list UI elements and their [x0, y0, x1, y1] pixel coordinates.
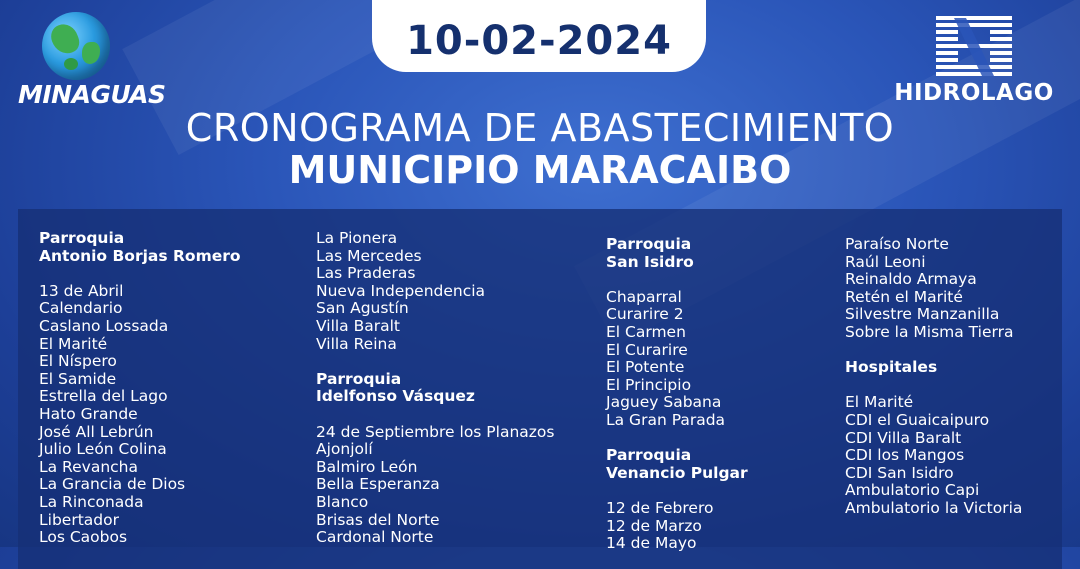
list-item: 13 de Abril: [39, 281, 124, 300]
schedule-date: 10-02-2024: [406, 18, 672, 64]
list-item: Villa Baralt: [316, 316, 400, 335]
list-item: 12 de Marzo: [606, 516, 702, 535]
list-item: Sobre la Misma Tierra: [845, 322, 1014, 341]
section-heading: Hospitales: [845, 358, 938, 377]
section-heading: San Isidro: [606, 252, 694, 271]
globe-icon: [42, 12, 110, 80]
list-item: El Níspero: [39, 352, 117, 371]
spacer: [606, 271, 748, 289]
list-item: La Grancia de Dios: [39, 475, 186, 494]
list-item: Paraíso Norte: [845, 235, 949, 253]
spacer: [845, 377, 1022, 395]
minaguas-logo-text: MINAGUAS: [18, 80, 166, 109]
section-heading: Parroquia: [606, 235, 692, 253]
list-item: CDI el Guaicaipuro: [845, 410, 990, 429]
spacer: [845, 342, 1022, 360]
list-item: La Rinconada: [39, 492, 144, 511]
spacer: [606, 482, 748, 500]
list-item: Raúl Leoni: [845, 252, 926, 271]
list-item: Hato Grande: [39, 404, 138, 423]
section-heading: Parroquia: [316, 369, 402, 388]
section-heading: Idelfonso Vásquez: [316, 387, 475, 406]
list-item: Brisas del Norte: [316, 510, 440, 529]
list-item: El Carmen: [606, 322, 686, 341]
list-item: El Principio: [606, 375, 692, 394]
list-item: Chaparral: [606, 287, 682, 306]
list-item: 14 de Mayo: [606, 534, 697, 553]
hidrolago-logo-text: HIDROLAGO: [894, 80, 1054, 106]
list-item: Villa Reina: [316, 334, 397, 353]
list-item: El Curarire: [606, 340, 688, 359]
schedule-column-2: [316, 230, 554, 547]
list-item: San Agustín: [316, 299, 409, 318]
list-item: Balmiro León: [316, 457, 418, 476]
spacer: [39, 265, 241, 283]
section-heading: Venancio Pulgar: [606, 463, 748, 482]
spacer: [316, 406, 554, 424]
hidrolago-logo: [884, 16, 1064, 106]
section-heading: Parroquia: [39, 229, 125, 247]
list-item: El Marité: [39, 334, 108, 353]
list-item: La Revancha: [39, 457, 139, 476]
schedule-column-4: [845, 236, 1022, 518]
hidrolago-h-icon: [936, 16, 1012, 78]
list-item: Calendario: [39, 299, 123, 318]
list-item: Ambulatorio la Victoria: [845, 498, 1023, 517]
list-item: Jaguey Sabana: [606, 393, 722, 412]
list-item: Nueva Independencia: [316, 281, 486, 300]
schedule-column-1: [39, 230, 241, 547]
section-heading: Antonio Borjas Romero: [39, 246, 241, 265]
list-item: Retén el Marité: [845, 287, 963, 306]
list-item: Blanco: [316, 492, 369, 511]
list-item: La Pionera: [316, 229, 398, 247]
list-item: Curarire 2: [606, 305, 684, 324]
schedule-column-3: [606, 236, 748, 553]
list-item: Las Mercedes: [316, 246, 422, 265]
list-item: Libertador: [39, 510, 119, 529]
list-item: Ambulatorio Capi: [845, 481, 980, 500]
page-title: CRONOGRAMA DE ABASTECIMIENTO: [185, 106, 895, 150]
list-item: Los Caobos: [39, 528, 128, 547]
list-item: Estrella del Lago: [39, 387, 168, 406]
spacer: [316, 353, 554, 371]
list-item: CDI San Isidro: [845, 463, 954, 482]
minaguas-logo: [18, 12, 166, 112]
list-item: Caslano Lossada: [39, 316, 169, 335]
list-item: José All Lebrún: [39, 422, 154, 441]
list-item: El Potente: [606, 358, 685, 377]
list-item: El Samide: [39, 369, 117, 388]
list-item: Cardonal Norte: [316, 528, 434, 547]
list-item: Ajonjolí: [316, 440, 373, 459]
list-item: Las Praderas: [316, 264, 416, 283]
list-item: Silvestre Manzanilla: [845, 305, 1000, 324]
list-item: CDI los Mangos: [845, 446, 965, 465]
list-item: Julio León Colina: [39, 440, 167, 459]
section-heading: Parroquia: [606, 446, 692, 465]
list-item: 12 de Febrero: [606, 498, 714, 517]
page-subtitle: MUNICIPIO MARACAIBO: [288, 148, 792, 192]
list-item: Bella Esperanza: [316, 475, 440, 494]
spacer: [606, 430, 748, 448]
list-item: CDI Villa Baralt: [845, 428, 962, 447]
list-item: Reinaldo Armaya: [845, 270, 977, 289]
list-item: El Marité: [845, 393, 914, 412]
list-item: La Gran Parada: [606, 410, 726, 429]
list-item: 24 de Septiembre los Planazos: [316, 422, 555, 441]
